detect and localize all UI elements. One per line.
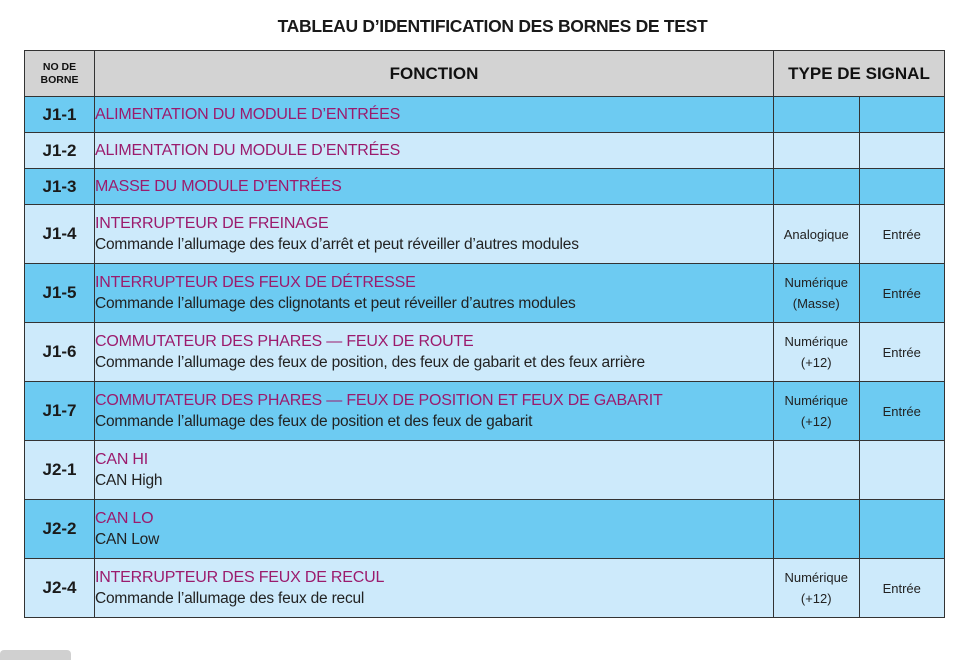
- signal-direction: Entrée: [859, 559, 945, 618]
- borne-id: J2-1: [25, 441, 95, 500]
- borne-id: J1-6: [25, 323, 95, 382]
- fonction-cell: [95, 500, 774, 559]
- fonction-title: CAN HI: [95, 451, 149, 468]
- borne-id: J1-4: [25, 205, 95, 264]
- signal-type: [774, 264, 860, 323]
- table-row: [25, 559, 945, 618]
- signal-type: [774, 500, 860, 559]
- borne-id: J1-1: [25, 97, 95, 133]
- fonction-cell: [95, 169, 774, 205]
- table-row: [25, 323, 945, 382]
- signal-direction: Entrée: [859, 323, 945, 382]
- signal-type-line2: (Masse): [792, 296, 840, 311]
- signal-type-line1: Numérique: [784, 275, 849, 290]
- fonction-title: ALIMENTATION DU MODULE D’ENTRÉES: [95, 106, 401, 123]
- signal-direction: Entrée: [859, 205, 945, 264]
- fonction-title: INTERRUPTEUR DES FEUX DE DÉTRESSE: [95, 274, 416, 291]
- fonction-title: INTERRUPTEUR DE FREINAGE: [95, 215, 329, 232]
- fonction-title: MASSE DU MODULE D’ENTRÉES: [95, 178, 342, 195]
- page-tab-edge: [0, 650, 71, 660]
- terminal-table: [24, 50, 945, 618]
- signal-type: [774, 559, 860, 618]
- signal-direction: [859, 500, 945, 559]
- fonction-cell: [95, 205, 774, 264]
- fonction-title: ALIMENTATION DU MODULE D’ENTRÉES: [95, 142, 401, 159]
- borne-id: J1-7: [25, 382, 95, 441]
- signal-direction: Entrée: [859, 382, 945, 441]
- signal-type: [774, 441, 860, 500]
- signal-type: [774, 97, 860, 133]
- borne-id: J1-3: [25, 169, 95, 205]
- fonction-title: CAN LO: [95, 510, 154, 527]
- fonction-cell: [95, 133, 774, 169]
- fonction-cell: [95, 382, 774, 441]
- borne-id: J1-2: [25, 133, 95, 169]
- signal-type-line2: (+12): [800, 414, 832, 429]
- header-borne-line2: BORNE: [40, 73, 79, 86]
- fonction-title: COMMUTATEUR DES PHARES — FEUX DE ROUTE: [95, 333, 474, 350]
- signal-direction: [859, 169, 945, 205]
- borne-id: J1-5: [25, 264, 95, 323]
- fonction-description: Commande l’allumage des feux d’arrêt et peut réveiller d’autres modules: [95, 236, 579, 253]
- table-row: [25, 205, 945, 264]
- signal-type-line1: Analogique: [783, 226, 849, 242]
- signal-direction: [859, 441, 945, 500]
- borne-id: J2-4: [25, 559, 95, 618]
- borne-id: J2-2: [25, 500, 95, 559]
- table-row: [25, 500, 945, 559]
- fonction-cell: [95, 559, 774, 618]
- signal-type: [774, 169, 860, 205]
- signal-type: [774, 382, 860, 441]
- fonction-cell: [95, 264, 774, 323]
- signal-type: [774, 323, 860, 382]
- fonction-cell: [95, 323, 774, 382]
- signal-direction: [859, 97, 945, 133]
- fonction-description: Commande l’allumage des feux de position, des feux de gabarit et des feux arrière: [95, 354, 645, 371]
- table-row: [25, 169, 945, 205]
- page-title: TABLEAU D’IDENTIFICATION DES BORNES DE TEST: [277, 16, 708, 36]
- header-borne-line1: NO DE: [42, 60, 77, 73]
- header-fonction: FONCTION: [95, 51, 774, 97]
- header-signal: TYPE DE SIGNAL: [774, 51, 945, 97]
- table-header-row: [25, 51, 945, 97]
- signal-type-line2: (+12): [800, 591, 832, 606]
- fonction-description: CAN High: [95, 472, 163, 489]
- fonction-description: Commande l’allumage des feux de position et des feux de gabarit: [95, 413, 533, 430]
- signal-type-line1: Numérique: [784, 334, 849, 349]
- fonction-cell: [95, 97, 774, 133]
- fonction-description: Commande l’allumage des clignotants et peut réveiller d’autres modules: [95, 295, 576, 312]
- table-row: [25, 97, 945, 133]
- fonction-title: COMMUTATEUR DES PHARES — FEUX DE POSITION ET FEUX DE GABARIT: [95, 392, 663, 409]
- signal-type: [774, 205, 860, 264]
- signal-type-line1: Numérique: [784, 570, 849, 585]
- fonction-cell: [95, 441, 774, 500]
- signal-type-line1: Numérique: [784, 393, 849, 408]
- fonction-description: CAN Low: [95, 531, 160, 548]
- signal-type-line2: (+12): [800, 355, 832, 370]
- fonction-title: INTERRUPTEUR DES FEUX DE RECUL: [95, 569, 385, 586]
- fonction-description: Commande l’allumage des feux de recul: [95, 590, 365, 607]
- signal-direction: [859, 133, 945, 169]
- header-borne: [25, 51, 95, 97]
- table-row: [25, 133, 945, 169]
- table-row: [25, 264, 945, 323]
- signal-direction: Entrée: [859, 264, 945, 323]
- table-row: [25, 382, 945, 441]
- table-row: [25, 441, 945, 500]
- signal-type: [774, 133, 860, 169]
